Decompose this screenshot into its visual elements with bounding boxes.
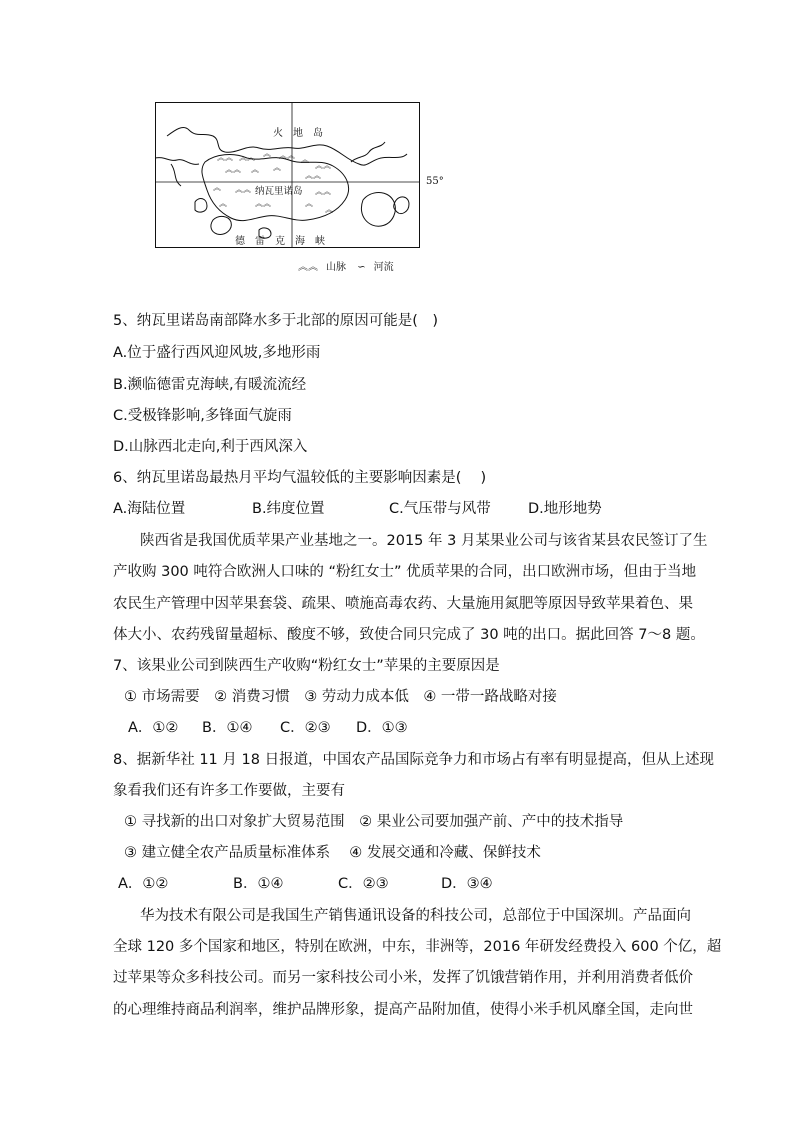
q5-option-a: A.位于盛行西风迎风坡,多地形雨 <box>113 345 321 361</box>
q5-option-c: C.受极锋影响,多锋面气旋雨 <box>113 408 292 424</box>
svg-text:︽︽: ︽︽ <box>225 165 241 174</box>
svg-text:︽: ︽ <box>325 205 333 214</box>
passage1-line4: 体大小、农药残留量超标、酸度不够，致使合同只完成了 30 吨的出口。据此回答 7～8 题。 <box>113 627 705 643</box>
q6-stem: 6、纳瓦里诺岛最热月平均气温较低的主要影响因素是( ) <box>113 470 487 486</box>
eastern-island <box>361 193 395 227</box>
svg-text:︽: ︽ <box>213 183 221 192</box>
q7-option-c: C．②③ <box>280 720 331 736</box>
southern-island <box>211 216 231 234</box>
small-island <box>394 197 409 214</box>
mountain-legend-icon: ︽︽ <box>298 262 318 273</box>
q7-option-d: D．①③ <box>356 720 408 736</box>
q8-choices-line2: ③ 建立健全农产品质量标准体系 ④ 发展交通和冷藏、保鲜技术 <box>124 845 541 861</box>
mountain-symbols <box>213 149 333 214</box>
q5-option-d: D.山脉西北走向,利于西风深入 <box>113 439 308 455</box>
passage1-line3: 农民生产管理中因苹果套袋、疏果、喷施高毒农药、大量施用氮肥等原因导致苹果着色、果 <box>113 596 693 612</box>
svg-text:︽︽: ︽︽ <box>239 153 255 162</box>
q6-option-a: A.海陆位置 <box>113 501 186 517</box>
svg-text:︽︽: ︽︽ <box>305 171 321 180</box>
q8-stem-line1: 8、据新华社 11 月 18 日报道，中国农产品国际竞争力和市场占有率有明显提高，但从上述现 <box>113 752 715 768</box>
passage1-line2: 产收购 300 吨符合欧洲人口味的 “粉红女士” 优质苹果的合同，出口欧洲市场，但由于当地 <box>113 564 697 580</box>
q8-choices-line1: ① 寻找新的出口对象扩大贸易范围 ② 果业公司要加强产前、产中的技术指导 <box>124 814 624 830</box>
river-legend-icon: ∽ <box>357 262 366 273</box>
latitude-label: 55° <box>426 176 444 187</box>
svg-text:︽︽: ︽︽ <box>315 161 331 170</box>
q7-choices: ① 市场需要 ② 消费习惯 ③ 劳动力成本低 ④ 一带一路战略对接 <box>124 689 557 705</box>
q8-stem-line2: 象看我们还有许多工作要做，主要有 <box>113 783 345 799</box>
legend-mountain: 山脉 <box>326 262 346 273</box>
q6-option-d: D.地形地势 <box>528 501 602 517</box>
label-tierra-del-fuego: 火 地 岛 <box>273 128 323 139</box>
q5-option-b: B.濒临德雷克海峡,有暖流流经 <box>113 377 307 393</box>
q8-option-a: A．①② <box>118 876 169 892</box>
q6-option-c: C.气压带与风带 <box>389 501 491 517</box>
passage2-line3: 过苹果等众多科技公司。而另一家科技公司小米，发挥了饥饿营销作用，并利用消费者低价 <box>113 970 693 986</box>
map-legend <box>298 258 402 273</box>
svg-text:︽︽: ︽︽ <box>235 185 251 194</box>
q7-stem: 7、该果业公司到陕西生产收购“粉红女士”苹果的主要原因是 <box>113 658 500 674</box>
label-navarino: 纳瓦里诺岛 <box>255 186 303 197</box>
river <box>351 142 385 162</box>
passage2-line1: 华为技术有限公司是我国生产销售通讯设备的科技公司，总部位于中国深圳。产品面向 <box>140 908 691 924</box>
svg-text:︽: ︽ <box>273 163 281 172</box>
q8-option-c: C．②③ <box>338 876 389 892</box>
passage2-line4: 的心理维持商品利润率，维护品牌形象，提高产品附加值，使得小米手机风靡全国，走向世 <box>113 1002 693 1018</box>
svg-text:︽︽: ︽︽ <box>217 153 233 162</box>
q5-stem: 5、纳瓦里诺岛南部降水多于北部的原因可能是( ) <box>113 313 439 329</box>
svg-text:︽: ︽ <box>251 165 259 174</box>
q8-option-d: D．③④ <box>441 876 493 892</box>
q7-option-b: B．①④ <box>202 720 253 736</box>
svg-text:︽︽: ︽︽ <box>279 151 295 160</box>
svg-text:︽: ︽ <box>301 155 309 164</box>
navarino-island-map <box>155 102 420 248</box>
svg-text:︽: ︽ <box>305 199 313 208</box>
svg-text:︽︽: ︽︽ <box>315 187 331 196</box>
q8-option-b: B．①④ <box>233 876 284 892</box>
svg-text:︽︽: ︽︽ <box>255 199 271 208</box>
label-drake-passage: 德 雷 克 海 峡 <box>235 236 325 247</box>
q6-option-b: B.纬度位置 <box>252 501 325 517</box>
svg-text:︽: ︽ <box>263 149 271 158</box>
passage2-line2: 全球 120 多个国家和地区，特别在欧洲，中东，非洲等，2016 年研发经费投入 600 个亿，超 <box>113 939 722 955</box>
legend-river: 河流 <box>373 262 394 273</box>
passage1-line1: 陕西省是我国优质苹果产业基地之一。2015 年 3 月某果业公司与该省某县农民签订了生 <box>140 533 708 549</box>
svg-text:︽: ︽ <box>219 199 227 208</box>
q7-option-a: A．①② <box>128 720 179 736</box>
